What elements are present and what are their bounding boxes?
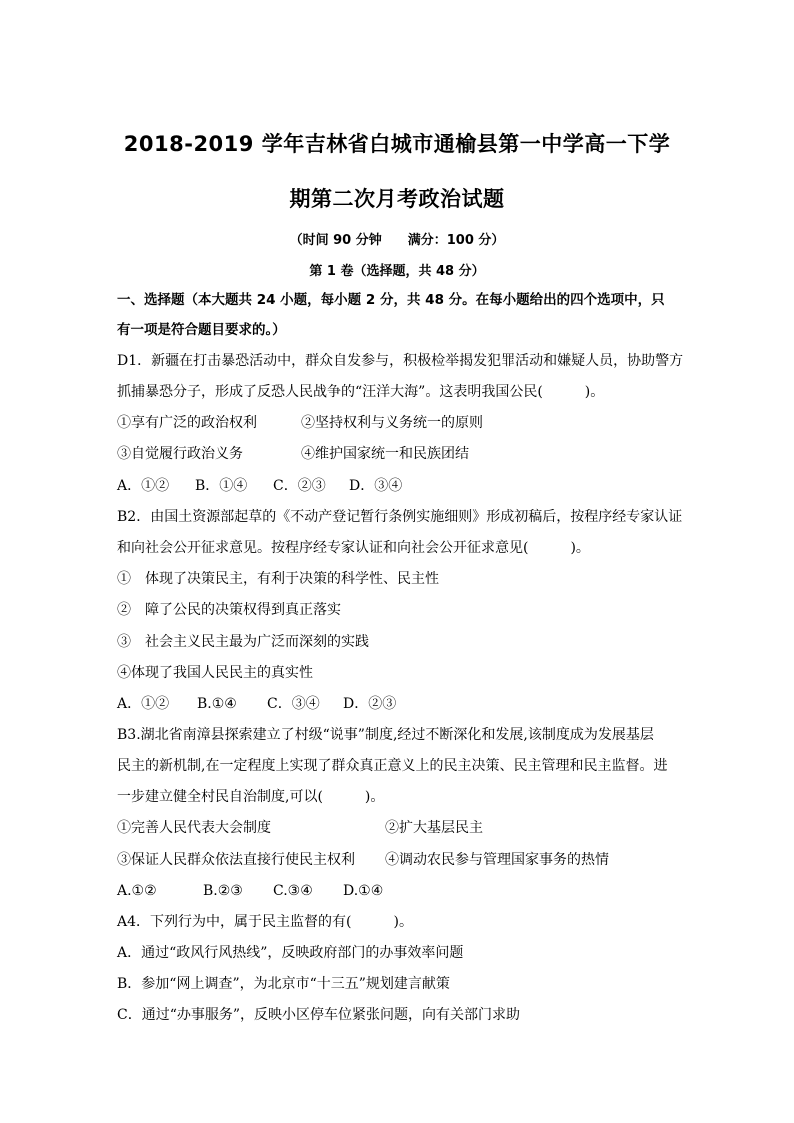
- q3-choice-c: C.③④: [273, 883, 313, 899]
- q3-statement-3: ③保证人民群众依法直接行使民主权利: [117, 852, 355, 868]
- q1-statement-2: ②坚持权利与义务统一的原则: [301, 415, 483, 431]
- q1-choice-d: D．③④: [349, 478, 403, 494]
- q1-stem-line-1: D1．新疆在打击暴恐活动中，群众自发参与，积极检举揭发犯罪活动和嫌疑人员，协助警方: [117, 353, 684, 369]
- q4-choice-a: A．通过“政风行风热线”，反映政府部门的办事效率问题: [117, 945, 464, 961]
- q2-choice-a: A．①②: [117, 696, 170, 712]
- q1-stem-line-2: 抓捕暴恐分子，形成了反恐人民战争的“汪洋大海”。这表明我国公民( )。: [117, 384, 605, 400]
- q2-statement-2: ② 障了公民的决策权得到真正落实: [117, 602, 341, 618]
- title-line-1: 2018-2019 学年吉林省白城市通榆县第一中学高一下学: [123, 132, 671, 156]
- q2-statement-1: ① 体现了决策民主，有利于决策的科学性、民主性: [117, 571, 439, 587]
- q4-choice-c: C．通过“办事服务”，反映小区停车位紧张问题，向有关部门求助: [117, 1007, 521, 1023]
- q3-stem-line-2: 民主的新机制,在一定程度上实现了群众真正意义上的民主决策、民主管理和民主监督。进: [117, 758, 668, 774]
- q3-choices: [117, 882, 687, 900]
- q1-statement-4: ④维护国家统一和民族团结: [301, 446, 469, 462]
- q1-statements-row-1: [117, 414, 687, 432]
- q4-stem: A4．下列行为中，属于民主监督的有( )。: [117, 914, 413, 930]
- q3-statements-row-1: [117, 819, 687, 837]
- q2-statement-4: ④体现了我国人民民主的真实性: [117, 665, 313, 681]
- q3-choice-b: B.②③: [203, 883, 243, 899]
- q2-choices: [117, 695, 687, 713]
- q3-statement-4: ④调动农民参与管理国家事务的热情: [385, 852, 609, 868]
- q4-choice-b: B．参加“网上调查”，为北京市“十三五”规划建言献策: [117, 976, 450, 992]
- q2-statement-3: ③ 社会主义民主最为广泛而深刻的实践: [117, 634, 369, 650]
- q3-stem-line-1: B3.湖北省南漳县探索建立了村级“说事”制度,经过不断深化和发展,该制度成为发展基层: [117, 727, 654, 743]
- q1-statements-row-2: [117, 445, 687, 463]
- q2-choice-b: B.①④: [197, 696, 237, 712]
- q1-choice-c: C．②③: [273, 478, 326, 494]
- q2-choice-c: C．③④: [267, 696, 320, 712]
- q3-statement-1: ①完善人民代表大会制度: [117, 820, 271, 836]
- section-heading-line-1: 一、选择题（本大题共 24 小题，每小题 2 分，共 48 分。在每小题给出的四个选项中，只: [117, 292, 665, 308]
- q3-statements-row-2: [117, 851, 687, 869]
- q1-statement-3: ③自觉履行政治义务: [117, 446, 243, 462]
- q1-choices: [117, 477, 687, 495]
- q2-stem-line-1: B2．由国土资源部起草的《不动产登记暂行条例实施细则》形成初稿后，按程序经专家认证: [117, 509, 683, 525]
- q2-stem-line-2: 和向社会公开征求意见。按程序经专家认证和向社会公开征求意见( )。: [117, 540, 590, 556]
- q1-choice-b: B．①④: [195, 478, 248, 494]
- section-heading-line-2: 有一项是符合题目要求的。）: [117, 322, 286, 338]
- q3-choice-a: A.①②: [117, 883, 157, 899]
- q2-choice-d: D．②③: [343, 696, 397, 712]
- q3-choice-d: D.①④: [343, 883, 384, 899]
- title-line-2: 期第二次月考政治试题: [289, 187, 505, 211]
- volume-heading: 第 1 卷（选择题，共 48 分）: [309, 264, 485, 279]
- exam-info: （时间 90 分钟 满分：100 分）: [289, 233, 505, 248]
- q3-stem-line-3: 一步建立健全村民自治制度,可以( )。: [117, 789, 385, 805]
- q1-choice-a: A．①②: [117, 478, 170, 494]
- q3-statement-2: ②扩大基层民主: [385, 820, 483, 836]
- q1-statement-1: ①享有广泛的政治权利: [117, 415, 257, 431]
